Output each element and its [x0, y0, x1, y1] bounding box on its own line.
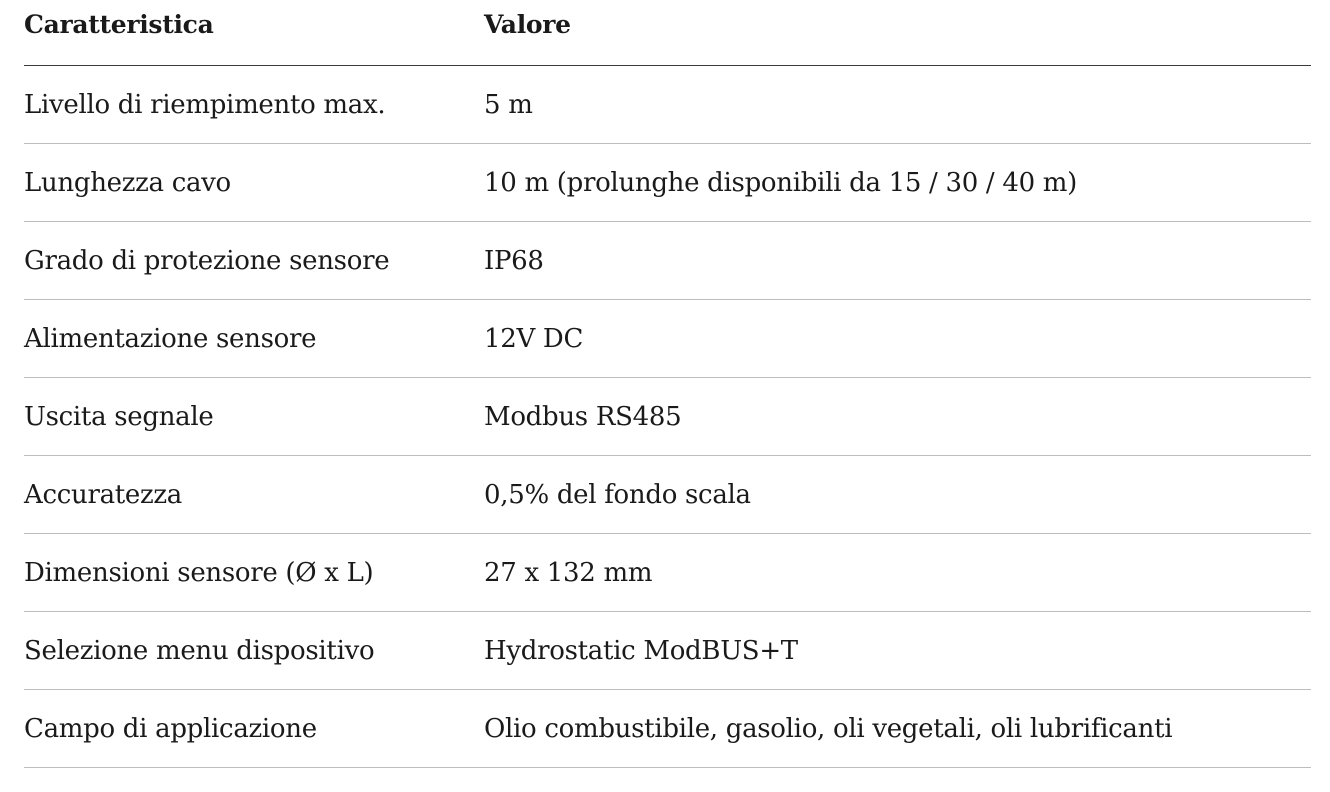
row-value: IP68	[484, 245, 544, 276]
column-header-value: Valore	[484, 10, 571, 39]
table-row	[24, 690, 1311, 768]
row-value: Olio combustibile, gasolio, oli vegetali, oli lubrificanti	[484, 713, 1173, 744]
table-row	[24, 612, 1311, 690]
row-key: Livello di riempimento max.	[24, 89, 386, 120]
row-value: 5 m	[484, 89, 533, 120]
row-value: 0,5% del fondo scala	[484, 479, 751, 510]
row-value: 12V DC	[484, 323, 584, 354]
row-key: Lunghezza cavo	[24, 167, 231, 198]
row-value: Hydrostatic ModBUS+T	[484, 635, 798, 666]
table-header-row	[24, 0, 1311, 66]
row-key: Alimentazione sensore	[24, 323, 317, 354]
table-row	[24, 144, 1311, 222]
table-row	[24, 378, 1311, 456]
row-key: Uscita segnale	[24, 401, 214, 432]
row-key: Accuratezza	[24, 479, 183, 510]
column-header-characteristic: Caratteristica	[24, 10, 214, 39]
table-row	[24, 456, 1311, 534]
row-key: Campo di applicazione	[24, 713, 317, 744]
table-row	[24, 66, 1311, 144]
row-value: 10 m (prolunghe disponibili da 15 / 30 / 40 m)	[484, 167, 1077, 198]
table-row	[24, 300, 1311, 378]
row-value: Modbus RS485	[484, 401, 682, 432]
row-key: Grado di protezione sensore	[24, 245, 390, 276]
table-row	[24, 222, 1311, 300]
row-value: 27 x 132 mm	[484, 557, 653, 588]
spec-table	[24, 0, 1311, 768]
row-key: Dimensioni sensore (Ø x L)	[24, 557, 374, 588]
table-row	[24, 534, 1311, 612]
row-key: Selezione menu dispositivo	[24, 635, 375, 666]
